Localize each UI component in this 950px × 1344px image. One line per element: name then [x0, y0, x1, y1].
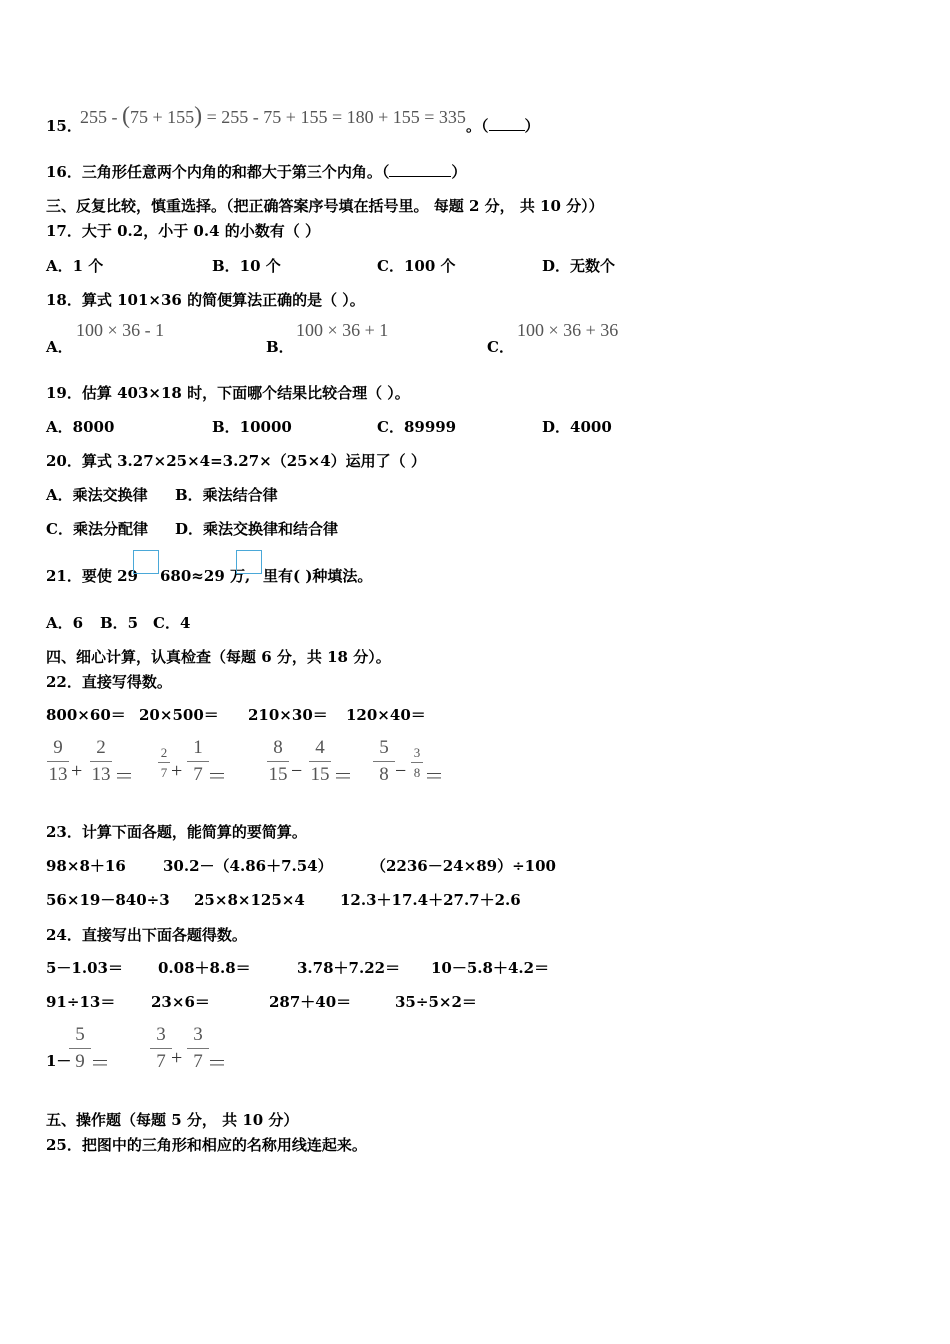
- q22-frac-1b: [87, 737, 115, 786]
- q20-option-d[interactable]: D．乘法交换律和结合律: [175, 520, 339, 538]
- q18-option-b-label[interactable]: B．: [266, 338, 294, 356]
- q20-option-c[interactable]: C．乘法分配律: [46, 520, 148, 538]
- q16-close: ）: [451, 163, 467, 181]
- q15-answer-blank[interactable]: [489, 130, 525, 131]
- q19-option-d[interactable]: D．4000: [542, 418, 612, 436]
- q21-option-c[interactable]: C．4: [153, 614, 191, 632]
- q17-option-c[interactable]: C．100 个: [377, 257, 456, 275]
- q18-option-a-label[interactable]: A．: [46, 338, 73, 356]
- q15-answer: [466, 116, 540, 136]
- q17-option-a[interactable]: A．1 个: [46, 257, 104, 275]
- q18-stem: 18．算式 101×36 的简便算法正确的是（ ）。: [46, 291, 365, 309]
- q22-item-1: 800×60＝: [46, 706, 126, 724]
- q24-item-3: 3.78＋7.22＝: [297, 959, 401, 977]
- section-4-heading: 四、细心计算，认真检查（每题 6 分，共 18 分）。: [46, 648, 391, 666]
- q23-stem: 23．计算下面各题，能简算的要简算。: [46, 823, 307, 841]
- minus-sign: −: [291, 760, 303, 782]
- q15-paren-open: (: [122, 103, 130, 129]
- q20-option-b[interactable]: B．乘法结合律: [175, 486, 278, 504]
- q24-item-2: 0.08＋8.8＝: [158, 959, 251, 977]
- equals-sign: ＝: [207, 1053, 227, 1075]
- numerator: 5: [379, 737, 389, 758]
- q22-frac-1a: [44, 737, 72, 786]
- q24-item-4: 10－5.8＋4.2＝: [431, 959, 550, 977]
- q21-digit-box-ref: [236, 550, 262, 574]
- equals-sign: ＝: [114, 766, 134, 788]
- numerator: 5: [75, 1024, 85, 1045]
- q24-item-8: 35÷5×2＝: [395, 993, 477, 1011]
- q16-answer-blank[interactable]: [389, 176, 451, 177]
- q16: [46, 162, 466, 182]
- minus-sign: −: [395, 760, 407, 782]
- q23-item-5: 25×8×125×4: [194, 891, 305, 909]
- denominator: 7: [193, 764, 203, 785]
- q21-part-1: 21．要使 29: [46, 567, 138, 585]
- numerator: 4: [315, 737, 325, 758]
- q15-expr-part-a: 255 -: [80, 107, 122, 127]
- q18-option-c-expr[interactable]: 100 × 36 + 36: [517, 320, 619, 340]
- section-3-heading: 三、反复比较，慎重选择。（把正确答案序号填在括号里。 每题 2 分， 共 10 分））: [46, 197, 604, 215]
- plus-sign: +: [171, 1047, 183, 1069]
- section-5-heading: 五、操作题（每题 5 分， 共 10 分）: [46, 1111, 299, 1129]
- q19-option-a[interactable]: A．8000: [46, 418, 115, 436]
- q15-expr-part-c: = 255 - 75 + 155 = 180 + 155 = 335: [202, 107, 466, 127]
- q25-stem: 25．把图中的三角形和相应的名称用线连起来。: [46, 1136, 367, 1154]
- q17-option-d[interactable]: D．无数个: [542, 257, 616, 275]
- q22-item-2: 20×500＝: [139, 706, 219, 724]
- q15-paren-close: ): [194, 103, 203, 129]
- q24-stem: 24．直接写出下面各题得数。: [46, 926, 247, 944]
- denominator: 8: [413, 765, 421, 780]
- q15-expr-part-b: 75 + 155: [130, 107, 195, 127]
- q22-item-3: 210×30＝: [248, 706, 328, 724]
- q18-option-b-expr[interactable]: 100 × 36 + 1: [296, 320, 389, 340]
- q20-option-a[interactable]: A．乘法交换律: [46, 486, 148, 504]
- q15-expression: [80, 103, 466, 130]
- q21-digit-box[interactable]: [133, 550, 159, 574]
- q21-option-b[interactable]: B．5: [100, 614, 139, 632]
- numerator: 8: [273, 737, 283, 758]
- q23-item-4: 56×19－840÷3: [46, 891, 170, 909]
- q19-option-c[interactable]: C．89999: [377, 418, 457, 436]
- q24-frac-prefix: 1－: [46, 1052, 72, 1070]
- q18-option-a-expr[interactable]: 100 × 36 - 1: [76, 320, 165, 340]
- q19-stem: 19．估算 403×18 时，下面哪个结果比较合理（ ）。: [46, 384, 410, 402]
- equals-sign: ＝: [424, 766, 444, 788]
- denominator: 8: [379, 764, 389, 785]
- q23-item-1: 98×8＋16: [46, 857, 126, 875]
- q20-stem: 20．算式 3.27×25×4=3.27×（25×4）运用了（ ）: [46, 452, 426, 470]
- numerator: 3: [413, 745, 421, 760]
- q22-frac-3a: [264, 737, 292, 786]
- q22-stem: 22．直接写得数。: [46, 673, 172, 691]
- q17-stem: 17．大于 0.2，小于 0.4 的小数有（ ）: [46, 222, 320, 240]
- equals-sign: ＝: [90, 1053, 110, 1075]
- q23-item-2: 30.2－（4.86＋7.54）: [163, 857, 333, 875]
- numerator: 3: [156, 1024, 166, 1045]
- q21-option-a[interactable]: A．6: [46, 614, 84, 632]
- q21-part-2: 680≈29 万,: [160, 567, 251, 585]
- q16-text: 16．三角形任意两个内角的和都大于第三个内角。（: [46, 163, 390, 181]
- denominator: 9: [75, 1051, 85, 1072]
- denominator: 15: [310, 764, 330, 785]
- equals-sign: ＝: [207, 766, 227, 788]
- denominator: 15: [268, 764, 288, 785]
- numerator: 1: [193, 737, 203, 758]
- plus-sign: +: [71, 760, 83, 782]
- numerator: 2: [96, 737, 106, 758]
- numerator: 3: [193, 1024, 203, 1045]
- q22-frac-4a: [370, 737, 398, 786]
- q23-item-6: 12.3＋17.4＋27.7＋2.6: [340, 891, 521, 909]
- q15-close: ）: [524, 117, 540, 135]
- q19-option-b[interactable]: B．10000: [212, 418, 292, 436]
- q22-item-4: 120×40＝: [346, 706, 426, 724]
- numerator: 2: [160, 745, 168, 760]
- q15-tail: 。（: [466, 117, 489, 135]
- q24-item-6: 23×6＝: [151, 993, 210, 1011]
- denominator: 7: [193, 1051, 203, 1072]
- q17-option-b[interactable]: B．10 个: [212, 257, 281, 275]
- denominator: 7: [156, 1051, 166, 1072]
- equals-sign: ＝: [333, 766, 353, 788]
- q22-frac-3b: [306, 737, 334, 786]
- q23-item-3: （2236－24×89）÷100: [371, 857, 556, 875]
- q18-option-c-label[interactable]: C．: [487, 338, 514, 356]
- q24-item-7: 287＋40＝: [269, 993, 352, 1011]
- q21-part-3: 里有( )种填法。: [263, 567, 373, 585]
- denominator: 7: [160, 765, 168, 780]
- denominator: 13: [48, 764, 68, 785]
- numerator: 9: [53, 737, 63, 758]
- q24-item-5: 91÷13＝: [46, 993, 116, 1011]
- plus-sign: +: [171, 760, 183, 782]
- q15-number: 15．: [46, 117, 82, 135]
- denominator: 13: [91, 764, 111, 785]
- q24-item-1: 5－1.03＝: [46, 959, 123, 977]
